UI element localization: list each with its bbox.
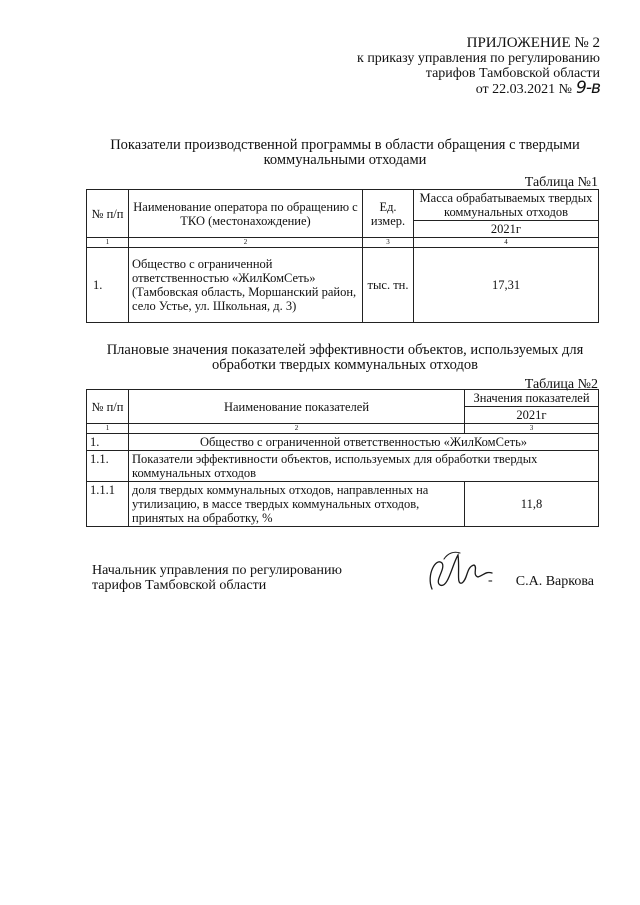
table-row — [87, 434, 599, 451]
order-number: 9-в — [576, 78, 600, 98]
t1-idx-3: 3 — [363, 238, 414, 248]
table1-header-row — [87, 190, 599, 221]
order-date-line — [357, 78, 600, 98]
table1-index-row — [87, 238, 599, 248]
order-line-1: к приказу управления по регулированию — [357, 51, 600, 66]
table2-title: Плановые значения показателей эффективности объектов, используемых для обработки твердых коммунальных отходов — [106, 342, 584, 373]
t1-row-name: Общество с ограниченной ответственностью «ЖилКомСеть» (Тамбовская область, Моршанский район, село Устье, ул. Школьная, д. 3) — [129, 248, 363, 323]
t1-head-num: № п/п — [87, 190, 129, 238]
position-line-1: Начальник управления по регулированию — [92, 563, 342, 578]
t2-row3-num: 1.1.1 — [87, 482, 129, 527]
t2-head-name: Наименование показателей — [129, 390, 465, 424]
t2-head-values: Значения показателей — [465, 390, 599, 407]
t1-row-value: 17,31 — [414, 248, 599, 323]
t1-row-unit: тыс. тн. — [363, 248, 414, 323]
t2-row1-text: Общество с ограниченной ответственностью «ЖилКомСеть» — [129, 434, 599, 451]
table-row — [87, 451, 599, 482]
appendix-header — [357, 36, 600, 97]
t1-head-year: 2021г — [414, 221, 599, 238]
t2-row3-text: доля твердых коммунальных отходов, направленных на утилизацию, в массе твердых коммунальных отходов, принятых на обработку, % — [129, 482, 465, 527]
signature-dash: - — [488, 573, 493, 588]
signatory-position — [92, 563, 342, 593]
table-row — [87, 248, 599, 323]
t2-row3-value: 11,8 — [465, 482, 599, 527]
table1-label: Таблица №1 — [524, 175, 598, 190]
t2-idx-2: 2 — [129, 424, 465, 434]
t2-row2-text: Показатели эффективности объектов, используемых для обработки твердых коммунальных отходов — [129, 451, 599, 482]
t2-idx-3: 3 — [465, 424, 599, 434]
table2-label: Таблица №2 — [524, 377, 598, 392]
t1-head-unit: Ед. измер. — [363, 190, 414, 238]
t1-idx-4: 4 — [414, 238, 599, 248]
t2-row2-num: 1.1. — [87, 451, 129, 482]
position-line-2: тарифов Тамбовской области — [92, 578, 267, 593]
table1-title: Показатели производственной программы в области обращения с твердыми коммунальными отходами — [110, 137, 580, 168]
table2-header-row — [87, 390, 599, 407]
handwritten-signature — [418, 545, 498, 597]
t1-idx-1: 1 — [87, 238, 129, 248]
table2-index-row — [87, 424, 599, 434]
t1-head-name: Наименование оператора по обращению с ТКО (местонахождение) — [129, 190, 363, 238]
table-row — [87, 482, 599, 527]
t2-idx-1: 1 — [87, 424, 129, 434]
t2-head-num: № п/п — [87, 390, 129, 424]
t1-head-mass: Масса обрабатываемых твердых коммунальных отходов — [414, 190, 599, 221]
table2 — [86, 389, 599, 527]
t1-row-num: 1. — [87, 248, 129, 323]
t2-row1-num: 1. — [87, 434, 129, 451]
appendix-title: ПРИЛОЖЕНИЕ № 2 — [466, 35, 600, 51]
order-date: от 22.03.2021 № — [475, 82, 573, 97]
signatory-name: С.А. Варкова — [515, 574, 594, 589]
t2-head-year: 2021г — [465, 407, 599, 424]
t1-idx-2: 2 — [129, 238, 363, 248]
order-line-2: тарифов Тамбовской области — [425, 66, 600, 81]
table1 — [86, 189, 599, 323]
